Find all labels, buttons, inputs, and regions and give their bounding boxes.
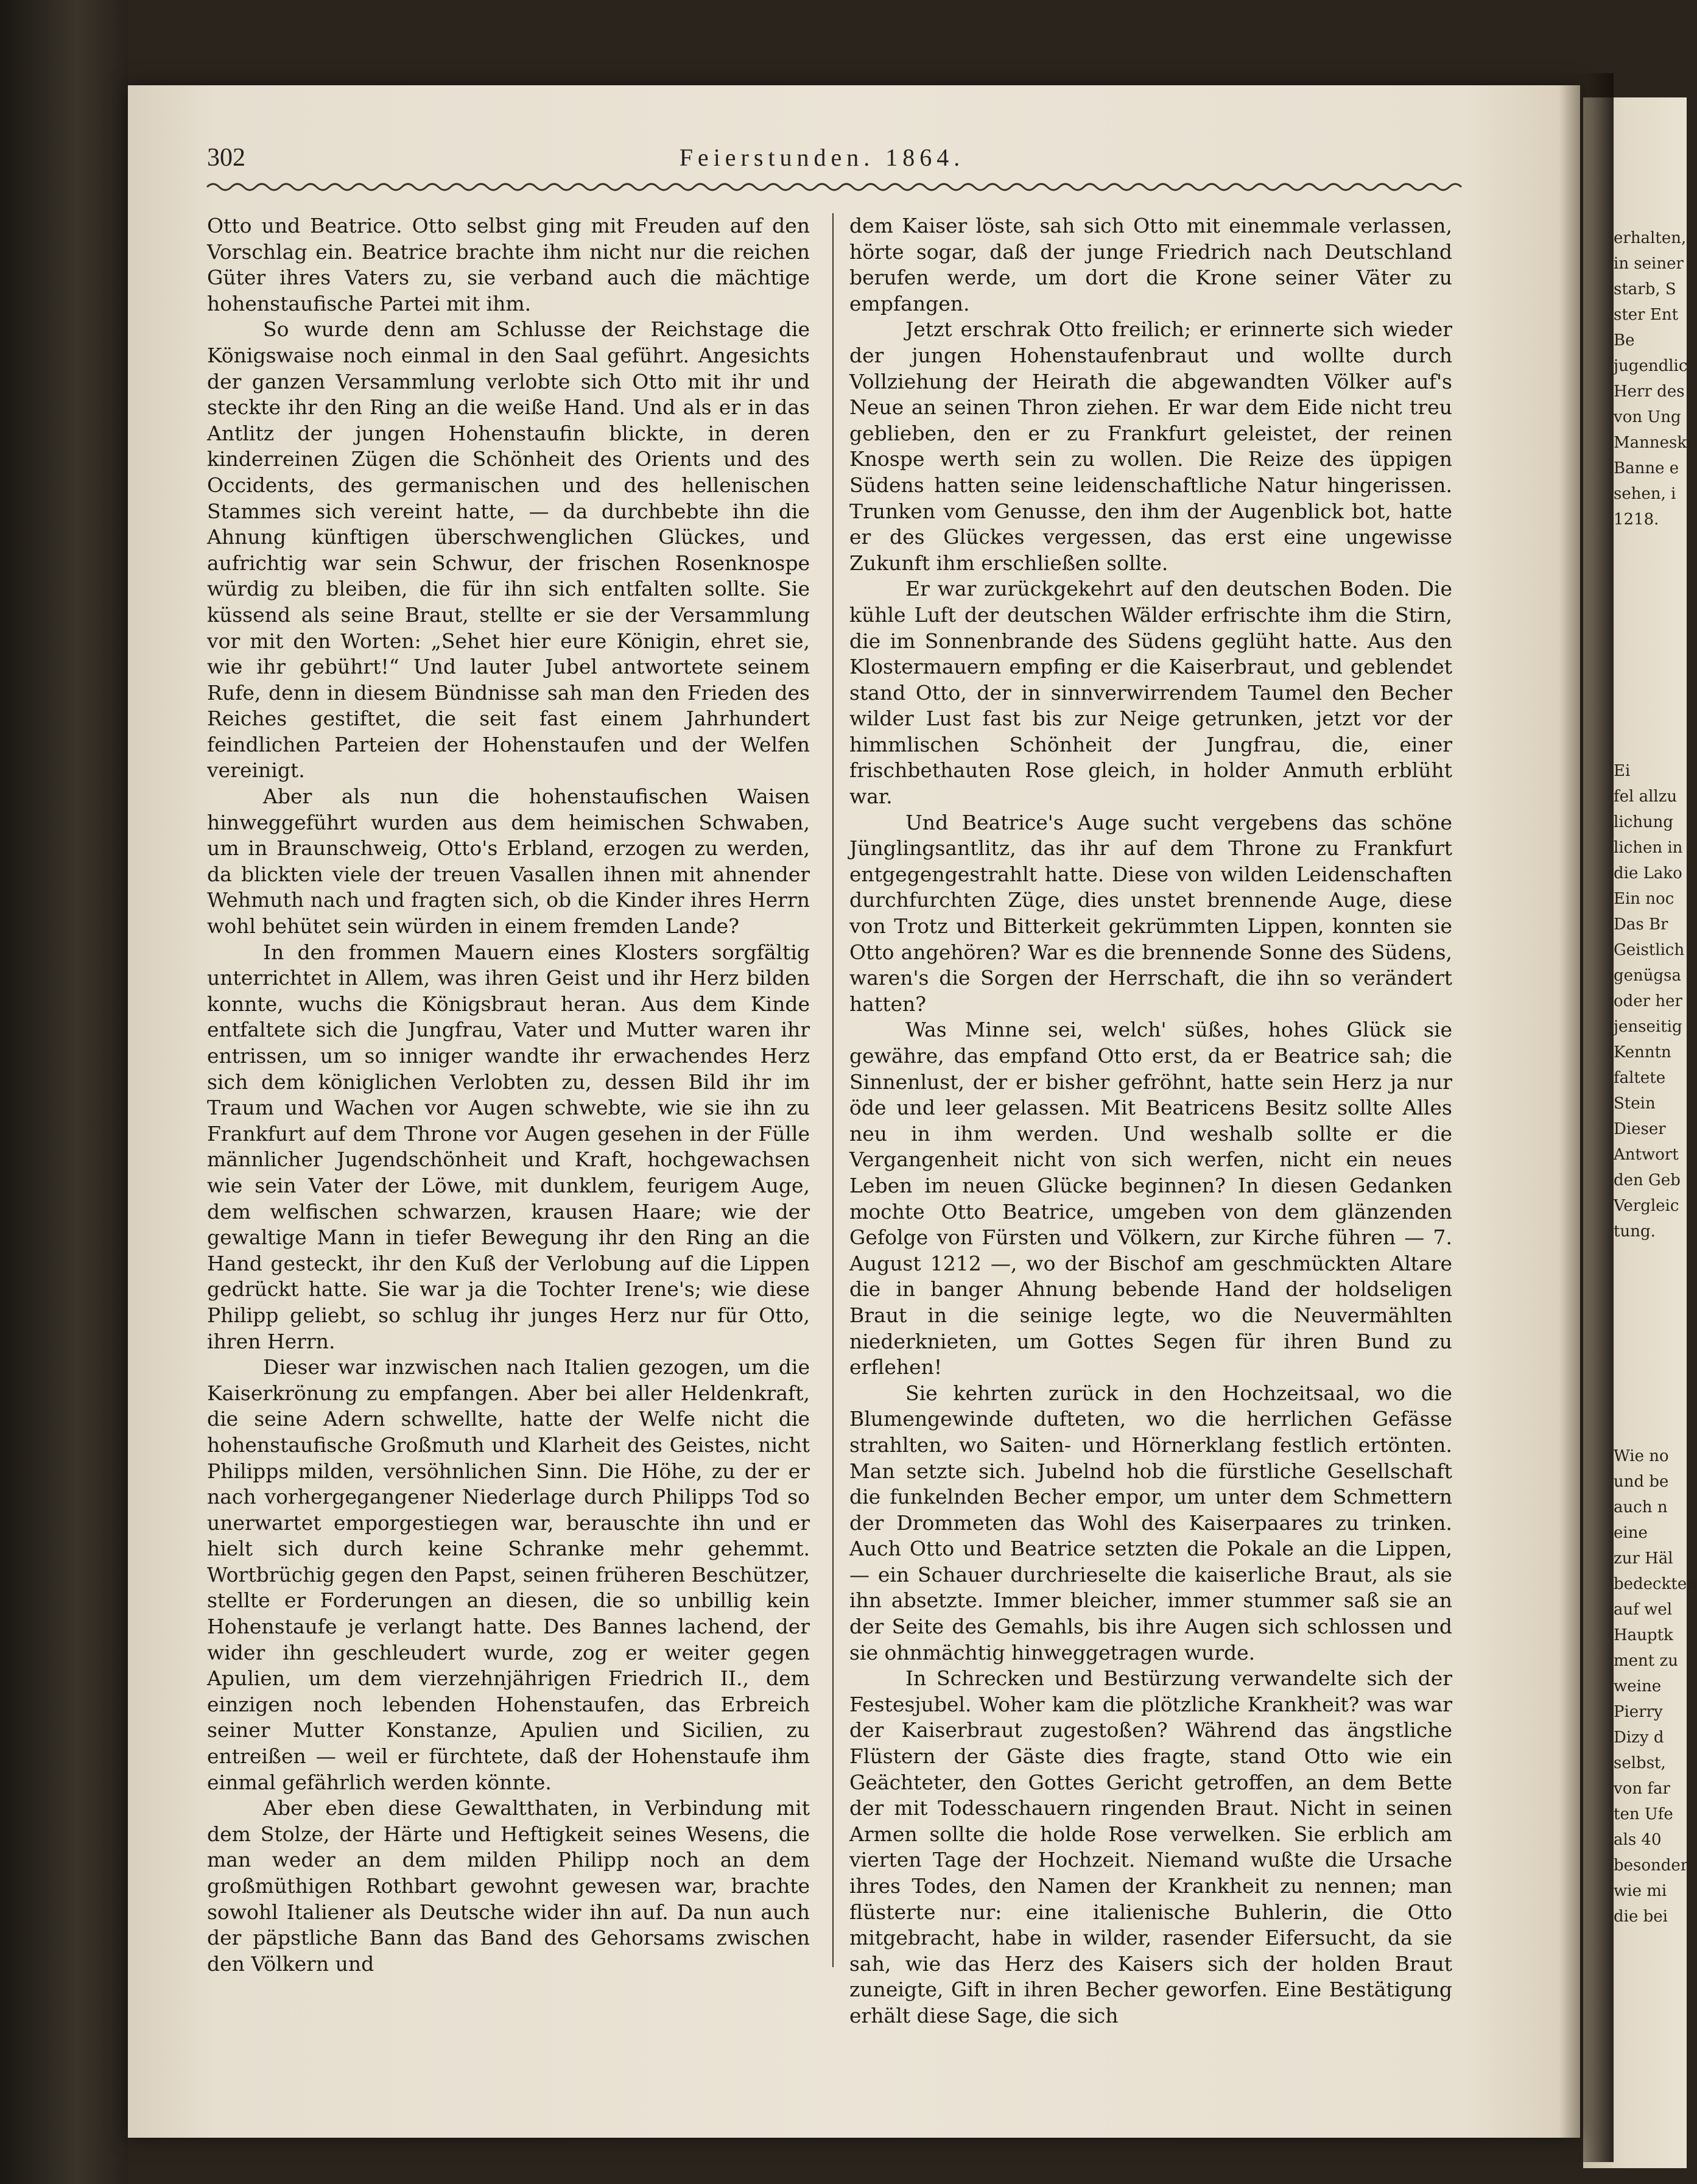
wavy-rule: [207, 178, 1449, 196]
fragment-line: Ei: [1614, 762, 1631, 780]
fragment-line: Manneskr: [1614, 434, 1695, 452]
fragment-line: auch n: [1614, 1498, 1668, 1516]
fragment-line: faltete: [1614, 1069, 1666, 1087]
fragment-line: Wie no: [1614, 1447, 1669, 1465]
facing-page-fragment-3: [1614, 1443, 1697, 1929]
fragment-line: und be: [1614, 1473, 1669, 1491]
facing-page-fragment-2: [1614, 758, 1687, 1244]
fragment-line: als 40: [1614, 1831, 1662, 1849]
fragment-line: eine: [1614, 1524, 1648, 1542]
fragment-line: genügsa: [1614, 967, 1682, 985]
fragment-line: fel allzu: [1614, 787, 1678, 806]
fragment-line: weine: [1614, 1677, 1662, 1696]
fragment-line: Pierry: [1614, 1703, 1663, 1721]
fragment-line: Antwort: [1614, 1146, 1679, 1164]
fragment-line: starb, S: [1614, 280, 1676, 298]
fragment-line: besonder: [1614, 1856, 1688, 1875]
fragment-line: Hauptk: [1614, 1626, 1673, 1644]
fragment-line: Dieser: [1614, 1120, 1666, 1138]
left-column: [207, 213, 810, 1976]
fragment-line: Kenntn: [1614, 1043, 1671, 1062]
fragment-line: oder her: [1614, 992, 1682, 1010]
fragment-line: jenseitig: [1614, 1018, 1682, 1036]
page-header: [207, 143, 1449, 180]
book-cover-edge: [0, 0, 128, 2184]
paragraph: Was Minne sei, welch' süßes, hohes Glück sie gewähre, das empfand Otto erst, da er Beatrice sah; die Sinnenlust, der er bisher gefröhnt, hatte sein Herz ja nur öde und leer gelassen. Mit Beatricens Besitz sollte Alles neu in ihm werden. Und weshalb sollte er die Vergangenheit nicht von sich werfen, nicht ein neues Leben im neuen Glücke beginnen? In diesen Gedanken mochte Otto Beatrice, umgeben von dem glänzenden Gefolge von Fürsten und Völkern, zur Kirche führen — 7. August 1212 —, wo der Bischof am geschmückten Altare die in banger Ahnung bebende Hand der holdseligen Braut in die seinige legte, wo die Neuvermählten niederknieten, um Gottes Segen für ihren Bund zu erflehen!: [849, 1018, 1452, 1379]
paragraph: dem Kaiser löste, sah sich Otto mit einemmale verlassen, hörte sogar, daß der junge Friedrich nach Deutschland berufen werde, um dort die Krone seiner Väter zu empfangen.: [849, 214, 1452, 315]
fragment-line: tung.: [1614, 1222, 1656, 1241]
fragment-line: ment zu: [1614, 1652, 1678, 1670]
fragment-line: von Ung: [1614, 408, 1681, 426]
paragraph: Dieser war inzwischen nach Italien gezogen, um die Kaiserkrönung zu empfangen. Aber bei aller Heldenkraft, die seine Adern schwellte, hatte der Welfe nicht die hohenstaufische Großmuth und Klarheit des Geistes, nicht Philipps milden, versöhnlichen Sinn. Die Höhe, zu der er nach vorhergegangener Niederlage durch Philipps Tod so unerwartet emporgestiegen war, berauschte ihn und er hielt sich durch keine Schranke mehr gehemmt. Wortbrüchig gegen den Papst, seinen früheren Beschützer, stellte er Forderungen an diesen, die so unbillig kein Hohenstaufe je verlangt hatte. Des Bannes lachend, der wider ihn geschleudert wurde, zog er weiter gegen Apulien, um dem vierzehnjährigen Friedrich II., dem einzigen noch lebenden Hohenstaufen, das Erbreich seiner Mutter Konstanze, Apulien und Sicilien, zu entreißen — weil er fürchtete, daß der Hohenstaufe ihm einmal gefährlich werden könnte.: [207, 1355, 810, 1794]
fragment-line: 1218.: [1614, 510, 1659, 529]
fragment-line: die Lako: [1614, 864, 1682, 882]
paragraph: So wurde denn am Schlusse der Reichstage die Königswaise noch einmal in den Saal geführt. Angesichts der ganzen Versammlung verlobte sich Otto mit ihr und steckte ihr den Ring an die weiße Hand. Und als er in das Antlitz der jungen Hohenstaufin blickte, in deren kinderreinen Zügen die Schönheit des Orients und des Occidents, des germanischen und des hellenischen Stammes sich vereint hatte, — da durchbebte ihn die Ahnung künftigen überschwenglichen Glückes, und aufrichtig war sein Schwur, der frischen Rosenknospe würdig zu bleiben, die für ihn sich entfalten sollte. Sie küssend als seine Braut, stellte er sie der Versammlung vor mit den Worten: „Sehet hier eure Königin, ehret sie, wie ihr gebührt!“ Und lauter Jubel antwortete seinem Rufe, denn in diesem Bündnisse sah man den Frieden des Reiches gestiftet, die seit fast einem Jahrhundert feindlichen Parteien der Hohenstaufen und der Welfen vereinigt.: [207, 317, 810, 783]
fragment-line: Geistlich: [1614, 941, 1685, 959]
fragment-line: lichen in: [1614, 839, 1683, 857]
fragment-line: auf wel: [1614, 1601, 1673, 1619]
fragment-line: lichung: [1614, 813, 1674, 831]
paragraph: Er war zurückgekehrt auf den deutschen Boden. Die kühle Luft der deutschen Wälder erfrischte ihm die Stirn, die im Sonnenbrande des Südens geglüht hatte. Aus den Klostermauern empfing er die Kaiserbraut, und geblendet stand Otto, der in sinnverwirrendem Taumel den Becher wilder Lust fast bis zur Neige getrunken, jetzt vor der himmlischen Schönheit der Jungfrau, die, einer frischbethauten Rose gleich, in holder Anmuth erblüht war.: [849, 577, 1452, 809]
fragment-line: den Geb: [1614, 1171, 1681, 1189]
paragraph: Aber als nun die hohenstaufischen Waisen hinweggeführt wurden aus dem heimischen Schwaben, um in Braunschweig, Otto's Erbland, erzogen zu werden, da blickten viele der treuen Vasallen ihnen mit ahnender Wehmuth nach und fragten sich, ob die Kinder ihres Herrn wohl behütet sein würden in einem fremden Lande?: [207, 784, 810, 939]
fragment-line: ten Ufe: [1614, 1805, 1673, 1823]
gutter-shadow: [1559, 73, 1614, 2162]
fragment-line: Vergleic: [1614, 1197, 1679, 1215]
fragment-line: erhalten,: [1614, 229, 1687, 247]
fragment-line: Banne e: [1614, 459, 1679, 477]
paragraph: Aber eben diese Gewaltthaten, in Verbindung mit dem Stolze, der Härte und Heftigkeit seines Wesens, die man weder an dem milden Philipp noch an dem großmüthigen Rothbart gewohnt gewesen war, brachte sowohl Italiener als Deutsche wider ihn auf. Da nun auch der päpstliche Bann das Band des Gehorsams zwischen den Völkern und: [207, 1796, 810, 1976]
column-divider: [832, 213, 834, 1967]
paragraph: Jetzt erschrak Otto freilich; er erinnerte sich wieder der jungen Hohenstaufenbraut und wollte durch Vollziehung der Heirath die abgewandten Völker auf's Neue an seinen Thron ziehen. Er war dem Eide nicht treu geblieben, den er zu Frankfurt geleistet, der reinen Knospe werth sein zu wollen. Die Reize des üppigen Südens hatten seine leidenschaftliche Natur hingerissen. Trunken vom Genusse, den ihm der Augenblick bot, hatte er des Glückes vergessen, das erst eine ungewisse Zukunft ihm erschließen sollte.: [849, 317, 1452, 575]
fragment-line: in seiner: [1614, 255, 1684, 273]
fragment-line: zur Häl: [1614, 1549, 1673, 1568]
fragment-line: jugendlic: [1614, 357, 1688, 375]
fragment-line: selbst,: [1614, 1754, 1666, 1772]
fragment-line: von far: [1614, 1780, 1670, 1798]
right-column: [849, 213, 1452, 2027]
fragment-line: ster Ent: [1614, 306, 1679, 324]
running-title: Feierstunden. 1864.: [679, 144, 965, 171]
fragment-line: wie mi: [1614, 1882, 1667, 1900]
fragment-line: bedeckten: [1614, 1575, 1697, 1593]
fragment-line: Das Br: [1614, 915, 1668, 934]
fragment-line: sehen, i: [1614, 485, 1676, 503]
paragraph: Und Beatrice's Auge sucht vergebens das schöne Jünglingsantlitz, das ihr auf dem Throne zu Frankfurt entgegengestrahlt hatte. Diese von wilden Leidenschaften durchfurchten Züge, dies unstet brennende Auge, diese von Trotz und Bitterkeit gekrümmten Lippen, konnten sie Otto angehören? War es die brennende Sonne des Südens, waren's die Sorgen der Herrschaft, die ihn so verändert hatten?: [849, 810, 1452, 1016]
fragment-line: Stein: [1614, 1094, 1656, 1113]
fragment-line: Dizy d: [1614, 1728, 1664, 1747]
page-number: 302: [207, 144, 245, 172]
paragraph: Sie kehrten zurück in den Hochzeitsaal, wo die Blumengewinde dufteten, wo die herrlichen Gefässe strahlten, wo Saiten- und Hörnerklang festlich ertönten. Man setzte sich. Jubelnd hob die fürstliche Gesellschaft die funkelnden Becher empor, um unter dem Schmettern der Drommeten das Wohl des Kaiserpaares zu trinken. Auch Otto und Beatrice setzten die Pokale an die Lippen, — ein Schauer durchrieselte die kaiserliche Braut, als sie ihn absetzte. Immer bleicher, immer stummer saß sie an der Seite des Gemahls, bis ihre Augen sich schlossen und sie ohnmächtig hinweggetragen wurde.: [849, 1381, 1452, 1664]
fragment-line: Ein noc: [1614, 890, 1674, 908]
fragment-line: Be: [1614, 331, 1635, 350]
fragment-line: Herr des: [1614, 382, 1685, 401]
fragment-line: die bei: [1614, 1907, 1668, 1926]
paragraph: In den frommen Mauern eines Klosters sorgfältig unterrichtet in Allem, was ihren Geist und ihr Herz bilden konnte, wuchs die Königsbraut heran. Aus dem Kinde entfaltete sich die Jungfrau, Vater und Mutter waren ihr entrissen, um so inniger wandte ihr erwachendes Herz sich dem königlichen Verlobten zu, dessen Bild ihr im Traum und Wachen vor Augen schwebte, wie sie ihn zu Frankfurt auf dem Throne vor Augen gesehen in der Fülle männlicher Jugendschönheit und Kraft, hochgewachsen wie sein Vater der Löwe, mit dunklem, feurigem Auge, dem welfischen schwarzen, krausen Haare; wie der gewaltige Mann in tiefer Bewegung ihr den Ring an die Hand gesteckt, ihr den Kuß der Verlobung auf die Lippen gedrückt hatte. Sie war ja die Tochter Irene's; wie diese Philipp geliebt, so schlug ihr junges Herz nur für Otto, ihren Herrn.: [207, 940, 810, 1353]
paragraph: Otto und Beatrice. Otto selbst ging mit Freuden auf den Vorschlag ein. Beatrice brachte ihm nicht nur die reichen Güter ihres Vaters zu, sie verband auch die mächtige hohenstaufische Partei mit ihm.: [207, 214, 810, 315]
paragraph: In Schrecken und Bestürzung verwandelte sich der Festesjubel. Woher kam die plötzliche Krankheit? was war der Kaiserbraut zugestoßen? Während das ängstliche Flüstern der Gäste dies fragte, stand Otto wie ein Geächteter, den Gottes Gericht getroffen, an dem Bette der mit Todesschauern ringenden Braut. Nicht in seinen Armen sollte die holde Rose verwelken. Sie erblich am vierten Tage der Hochzeit. Niemand wußte die Ursache ihres Todes, den Namen der Krankheit zu nennen; man flüsterte nur: eine italienische Buhlerin, die Otto mitgebracht, habe in wilder, rasender Eifersucht, da sie sah, wie das Herz des Kaisers sich der holden Braut zuneigte, Gift in ihren Becher geworfen. Eine Bestätigung erhält diese Sage, die sich: [849, 1666, 1452, 2027]
facing-page-fragment-1: [1614, 225, 1695, 532]
